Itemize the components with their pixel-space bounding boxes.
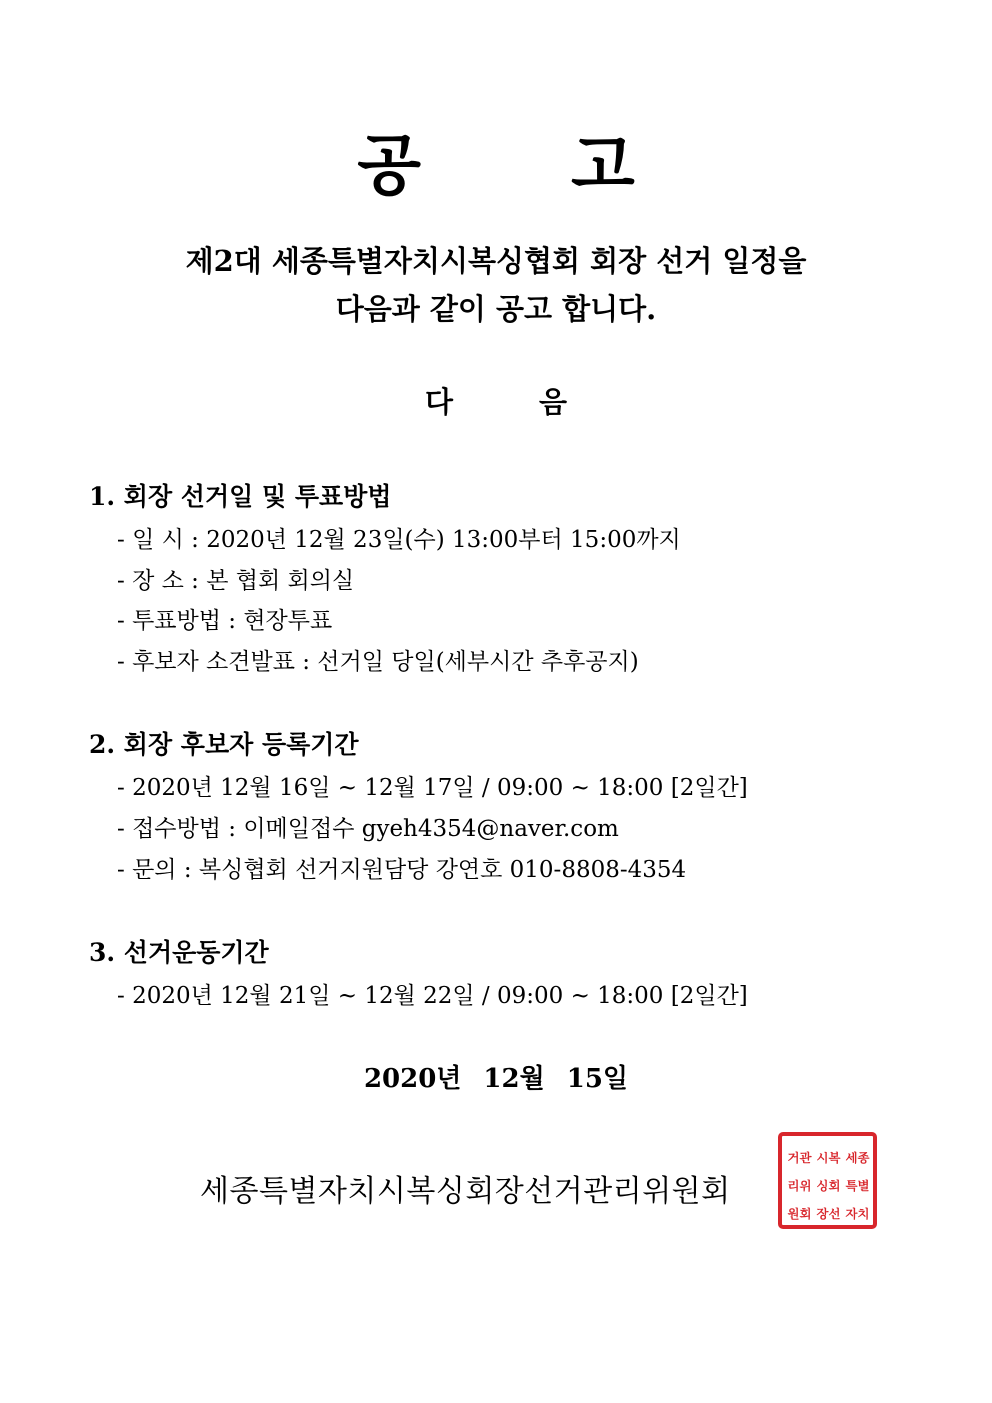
- section-1-item-1: - 일 시 : 2020년 12월 23일(수) 13:00부터 15:00까지: [117, 527, 681, 553]
- official-seal-stamp: [777, 1131, 878, 1230]
- subtitle: [0, 380, 992, 421]
- subtitle-char-2: 음: [539, 385, 568, 419]
- organization-name: 세종특별자치시복싱회장선거관리위원회: [200, 1174, 731, 1209]
- section-2-heading: 2. 회장 후보자 등록기간: [89, 730, 359, 759]
- section-1-heading: 1. 회장 선거일 및 투표방법: [89, 482, 392, 511]
- notice-date: [0, 1058, 992, 1095]
- seal-glyph: 장선: [816, 1206, 840, 1221]
- section-3-item-1: - 2020년 12월 21일 ~ 12월 22일 / 09:00 ~ 18:00 [2일간]: [117, 983, 748, 1009]
- section-1-item-3: - 투표방법 : 현장투표: [117, 608, 333, 634]
- seal-glyph: 자치: [845, 1206, 869, 1221]
- section-3-heading: 3. 선거운동기간: [89, 938, 269, 967]
- section-1-item-4: - 후보자 소견발표 : 선거일 당일(세부시간 추후공지): [117, 649, 639, 675]
- section-2-item-2: - 접수방법 : 이메일접수 gyeh4354@naver.com: [117, 816, 619, 842]
- seal-glyphs: [788, 1150, 870, 1221]
- section-2-item-3: - 문의 : 복싱협회 선거지원담당 강연호 010-8808-4354: [117, 857, 687, 883]
- title-char-2: 고: [571, 126, 635, 204]
- seal-glyph: 거관: [787, 1150, 811, 1165]
- date-month: 12월: [483, 1064, 545, 1094]
- page-title: [0, 112, 992, 207]
- title-char-1: 공: [357, 126, 421, 204]
- seal-glyph: 싱회: [816, 1178, 840, 1193]
- date-year: 2020년: [363, 1064, 462, 1094]
- subtitle-char-1: 다: [424, 385, 453, 419]
- seal-glyph: 세종: [845, 1150, 869, 1165]
- section-2-item-1: - 2020년 12월 16일 ~ 12월 17일 / 09:00 ~ 18:00 [2일간]: [117, 775, 748, 801]
- seal-glyph: 리위: [787, 1178, 811, 1193]
- intro-line-1: 제2대 세종특별자치시복싱협회 회장 선거 일정을: [185, 244, 807, 278]
- section-1-item-2: - 장 소 : 본 협회 회의실: [117, 568, 355, 594]
- intro-line-2: 다음과 같이 공고 합니다.: [335, 292, 657, 326]
- date-day: 15일: [566, 1064, 629, 1094]
- seal-glyph: 특별: [845, 1178, 869, 1193]
- seal-glyph: 시복: [816, 1150, 840, 1165]
- seal-glyph: 원회: [787, 1206, 811, 1221]
